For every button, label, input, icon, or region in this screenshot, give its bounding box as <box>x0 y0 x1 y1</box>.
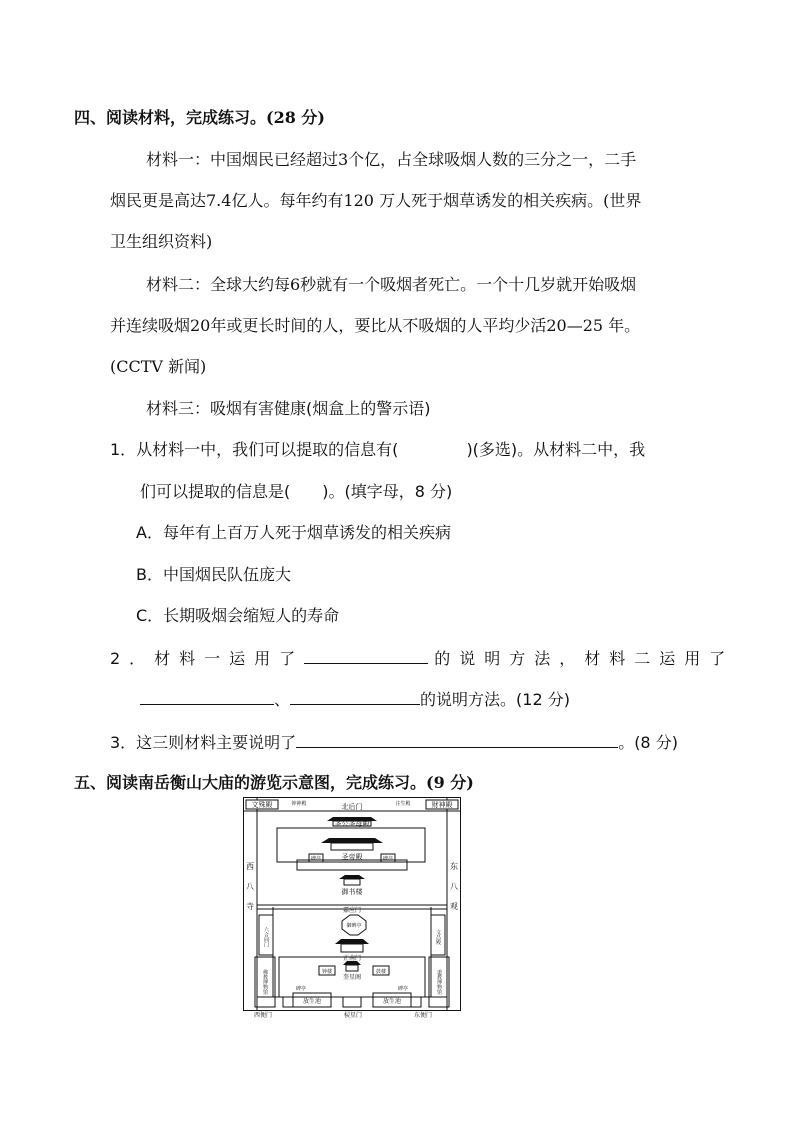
label-top-left-2: 钟神殿 <box>291 801 307 807</box>
label-right-hall: 文昌殿 <box>435 929 441 945</box>
label-west-1: 西 <box>246 862 254 871</box>
label-jiaying-gate: 嘉应门 <box>342 907 362 914</box>
option-a: A．每年有上百万人死于烟草诱发的相关疾病 <box>136 523 451 542</box>
label-small-right: 碑亭 <box>382 856 394 862</box>
label-kuixing: 奎星阁 <box>342 974 362 981</box>
q3-text-b: 。(8 分) <box>618 733 678 752</box>
q2-text-b: 的说明方法，材料二运用了 <box>434 649 735 668</box>
q2-answer-blank-1[interactable] <box>304 647 428 664</box>
label-right-small: 碑亭 <box>397 986 409 992</box>
label-top-right: 财神殿 <box>431 801 453 809</box>
label-hall-2: 圣帝殿 <box>341 853 363 861</box>
material-2-line-2: 并连续吸烟20年或更长时间的人，要比从不吸烟的人平均少活20—25 年。 <box>110 316 641 335</box>
material-1-line-2: 烟民更是高达7.4亿人。每年约有120 万人死于烟草诱发的相关疾病。(世界 <box>110 191 642 210</box>
label-left-gate: 六合同门 <box>263 927 269 947</box>
label-west-3: 寺 <box>246 902 254 911</box>
label-left-pool: 放生池 <box>302 998 322 1005</box>
label-left-small: 碑亭 <box>295 986 307 992</box>
q1-text-b: )(多选)。从材料二中，我 <box>466 440 646 459</box>
q1-text-a: 1．从材料一中，我们可以提取的信息有( <box>110 440 399 459</box>
section-4-title: 四、阅读材料，完成练习。(28 分) <box>74 108 325 127</box>
q2-text-a: 2．材料一运用了 <box>110 649 305 668</box>
label-top-left: 文殊殿 <box>251 801 273 809</box>
question-2-line-2 <box>140 688 570 711</box>
question-1-line-1 <box>110 439 645 461</box>
q2-text-c: 的说明方法。(12 分) <box>420 690 570 709</box>
section-5-title: 五、阅读南岳衡山大庙的游览示意图，完成练习。(9 分) <box>74 773 474 792</box>
temple-map <box>243 797 461 1011</box>
label-lingxing-gate: 棂星门 <box>344 1012 363 1019</box>
q2-answer-blank-3[interactable] <box>290 688 420 705</box>
label-bell-tower: 钟楼 <box>321 969 333 975</box>
label-north-gate: 北后门 <box>341 803 363 811</box>
building-icon <box>321 838 383 843</box>
material-1-line-3: 卫生组织资料) <box>110 232 213 251</box>
label-east-2: 八 <box>450 882 458 891</box>
label-west-2: 八 <box>246 882 254 891</box>
building-icon <box>335 939 369 944</box>
label-taoist-museum: 道教博物馆 <box>436 969 442 995</box>
label-east-1: 东 <box>450 862 458 871</box>
material-2-line-3: (CCTV 新闻) <box>110 357 207 376</box>
option-b: B．中国烟民队伍庞大 <box>136 565 291 584</box>
label-drum-tower: 鼓楼 <box>375 969 387 975</box>
q2-separator: 、 <box>274 690 291 709</box>
option-c: C．长期吸烟会缩短人的寿命 <box>136 606 340 625</box>
question-1-line-2 <box>140 481 452 503</box>
material-2-line-1: 材料二：全球大约每6秒就有一个吸烟者死亡。一个十几岁就开始吸烟 <box>146 275 637 294</box>
label-right-pool: 放生池 <box>382 998 402 1005</box>
q1-text-c: 们可以提取的信息是( <box>140 482 291 501</box>
label-east-3: 观 <box>450 902 458 911</box>
label-zhengnan-gate: 正南门 <box>342 955 362 962</box>
label-top-right-2: 注生殿 <box>395 801 411 807</box>
q3-answer-blank[interactable] <box>296 731 618 748</box>
material-3: 材料三：吸烟有害健康(烟盒上的警示语) <box>146 399 431 418</box>
question-3 <box>110 731 678 754</box>
label-buddhist-museum: 佛教博物馆 <box>262 969 268 995</box>
q1-text-d: )。(填字母，8 分) <box>322 482 453 501</box>
label-hall-1: 圣公圣母殿 <box>334 820 370 828</box>
label-library: 御书楼 <box>341 888 363 896</box>
label-east-gate: 东便门 <box>414 1012 433 1019</box>
label-west-gate: 西便门 <box>254 1012 273 1019</box>
material-1-line-1: 材料一：中国烟民已经超过3个亿，占全球吸烟人数的三分之一，二手 <box>146 150 637 169</box>
q3-text-a: 3．这三则材料主要说明了 <box>110 733 297 752</box>
building-icon <box>339 875 365 879</box>
q2-answer-blank-2[interactable] <box>140 688 274 705</box>
question-2-line-1 <box>110 647 734 670</box>
label-small-left: 碑亭 <box>310 856 322 862</box>
label-pavilion: 御碑亭 <box>346 923 362 929</box>
